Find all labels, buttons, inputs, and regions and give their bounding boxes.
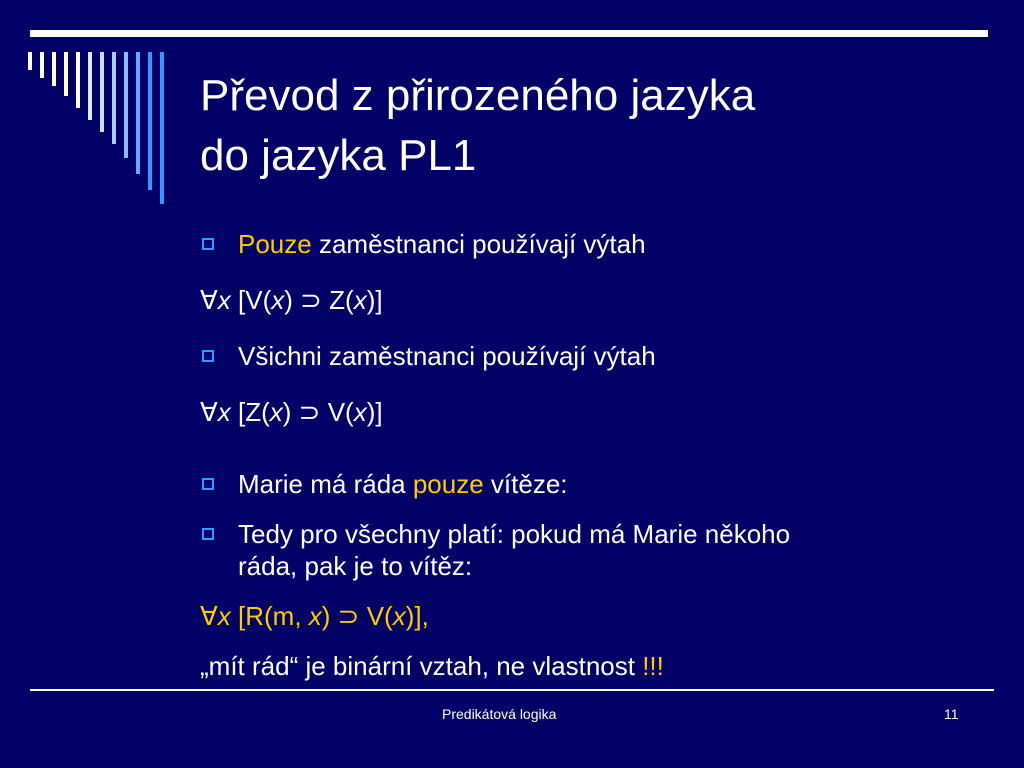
formula-1: ∀x [V(x) ⊃ Z(x)] [200,285,383,315]
bullet-item-4 [200,518,980,582]
decorative-stripes [0,0,180,210]
bottom-rule [30,689,994,691]
forall-symbol: ∀ [200,397,218,427]
forall-symbol: ∀ [200,601,218,631]
formula-3: ∀x [R(m, x) ⊃ V(x)], [200,601,429,631]
bullet-text-line1: Tedy pro všechny platí: pokud má Marie někoho [238,519,791,549]
bullet-item-3 [200,468,980,500]
exclamation-highlight: !!! [642,651,664,681]
slide-title-line2: do jazyka PL1 [200,131,477,180]
slide-body [200,228,980,682]
highlight-text: pouze [412,469,484,499]
square-bullet-icon [202,350,214,362]
square-bullet-icon [202,238,214,250]
bullet-text: zaměstnanci používají výtah [311,229,646,259]
bullet-text: Marie má ráda [238,469,413,499]
formula-2: ∀x [Z(x) ⊃ V(x)] [200,397,383,427]
page-number: 11 [944,706,959,722]
bullet-text: Všichni zaměstnanci používají výtah [238,341,656,371]
bullet-item-2 [200,340,980,372]
forall-symbol: ∀ [200,285,218,315]
square-bullet-icon [202,528,214,540]
slide-title-line1: Převod z přirozeného jazyka [200,71,756,120]
square-bullet-icon [202,478,214,490]
bullet-item-1 [200,228,980,260]
highlight-text: Pouze [238,229,312,259]
footer-title: Predikátová logika [442,706,557,722]
bullet-text-line2: ráda, pak je to vítěz: [238,551,473,581]
slide-title [200,66,755,186]
bullet-text: vítěze: [483,469,568,499]
closing-line [200,650,980,682]
closing-text: „mít rád“ je binární vztah, ne vlastnost [200,651,643,681]
